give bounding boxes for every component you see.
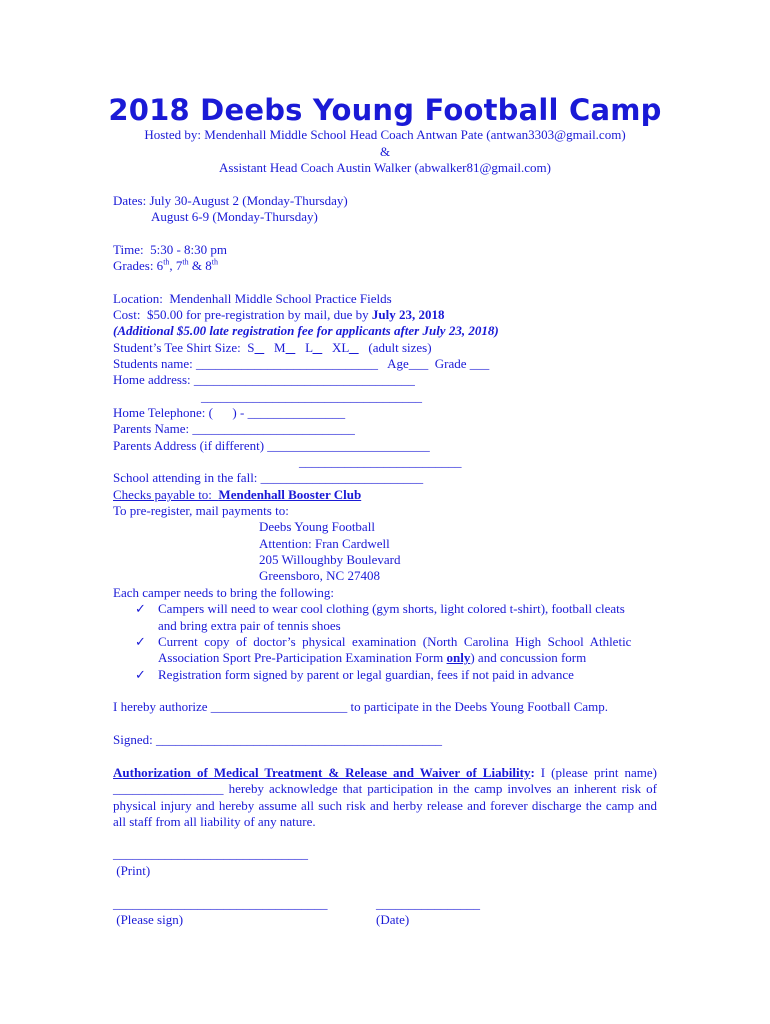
signed-line: Signed: ____________________________________________ [113,732,442,747]
print-name-line: ______________________________ [113,846,308,861]
checkmark-icon: ✓ [135,601,146,616]
bring-item-2-cont: Association Sport Pre-Participation Examination Form only) and concussion form [158,650,587,665]
checkmark-icon: ✓ [135,667,146,682]
date-line: ________________ [376,896,480,911]
ampersand-line: & [379,144,391,159]
home-address-field: Home address: __________________________________ [113,372,415,387]
late-fee-line: (Additional $5.00 late registration fee for applicants after July 23, 2018) [113,323,499,338]
mail-address-line: Deebs Young Football [259,519,375,534]
release-waiver-paragraph: Authorization of Medical Treatment & Release and Waiver of Liability: I (please print name) _________________ hereby acknowledge that participation in the camp involves an inherent risk of physical injury and hereby assume all such risk and herby release and forever discharge the camp and all staff from all liability of any nature. [113,765,657,830]
parents-name-field: Parents Name: _________________________ [113,421,355,436]
bring-item-1-cont: and bring extra pair of tennis shoes [158,618,341,633]
assistant-coach-line: Assistant Head Coach Austin Walker (abwalker81@gmail.com) [219,160,551,175]
mail-address-line: 205 Willoughby Boulevard [259,552,401,567]
cost-line: Cost: $50.00 for pre-registration by mail, due by July 23, 2018 [113,307,445,322]
grades-line: Grades: 6th, 7th & 8th [113,257,219,273]
students-name-field: Students name: ____________________________ Age___ Grade ___ [113,356,490,371]
tee-shirt-line: Student’s Tee Shirt Size: S M L XL (adult sizes) [113,340,432,355]
time-line: Time: 5:30 - 8:30 pm [113,242,228,257]
checks-payable-line: Checks payable to: Mendenhall Booster Club [113,487,362,502]
signature-line: _________________________________ [113,896,328,911]
mail-address-line: Greensboro, NC 27408 [259,568,380,583]
dates-line: Dates: July 30-August 2 (Monday-Thursday) [113,193,348,208]
dates-line-2: August 6-9 (Monday-Thursday) [151,209,318,224]
release-text: I (please print name) _________________ hereby acknowledge that participation in the camp involves an inherent risk of physical injury and hereby assume all such risk and herby release and forever discharge the camp and all staff from all liability of any nature. [113,765,657,830]
bring-item-1: Campers will need to wear cool clothing (gym shorts, light colored t-shirt), football cleats [158,601,625,616]
bring-heading: Each camper needs to bring the following: [113,585,334,600]
parents-address-field-2: _________________________ [299,454,462,469]
checkmark-icon: ✓ [135,634,146,649]
sign-label: (Please sign) [113,912,184,927]
parents-address-field: Parents Address (if different) _________________________ [113,438,430,453]
preregister-line: To pre-register, mail payments to: [113,503,289,518]
date-label: (Date) [376,912,410,927]
release-heading: Authorization of Medical Treatment & Release and Waiver of Liability [113,765,531,780]
mail-address-line: Attention: Fran Cardwell [259,536,390,551]
location-line: Location: Mendenhall Middle School Practice Fields [113,291,392,306]
bring-item-2: Current copy of doctor’s physical examination (North Carolina High School Athletic [158,634,632,649]
school-fall-field: School attending in the fall: _________________________ [113,470,424,485]
bring-item-3: Registration form signed by parent or legal guardian, fees if not paid in advance [158,667,574,682]
home-address-field-2: __________________________________ [201,389,422,404]
hosted-by-line: Hosted by: Mendenhall Middle School Head Coach Antwan Pate (antwan3303@gmail.com) [144,127,626,142]
print-label: (Print) [113,863,151,878]
authorize-line: I hereby authorize _____________________ to participate in the Deebs Young Football Camp. [113,699,609,714]
home-telephone-field: Home Telephone: ( ) - _______________ [113,405,346,420]
page-title: 2018 Deebs Young Football Camp [108,93,662,127]
